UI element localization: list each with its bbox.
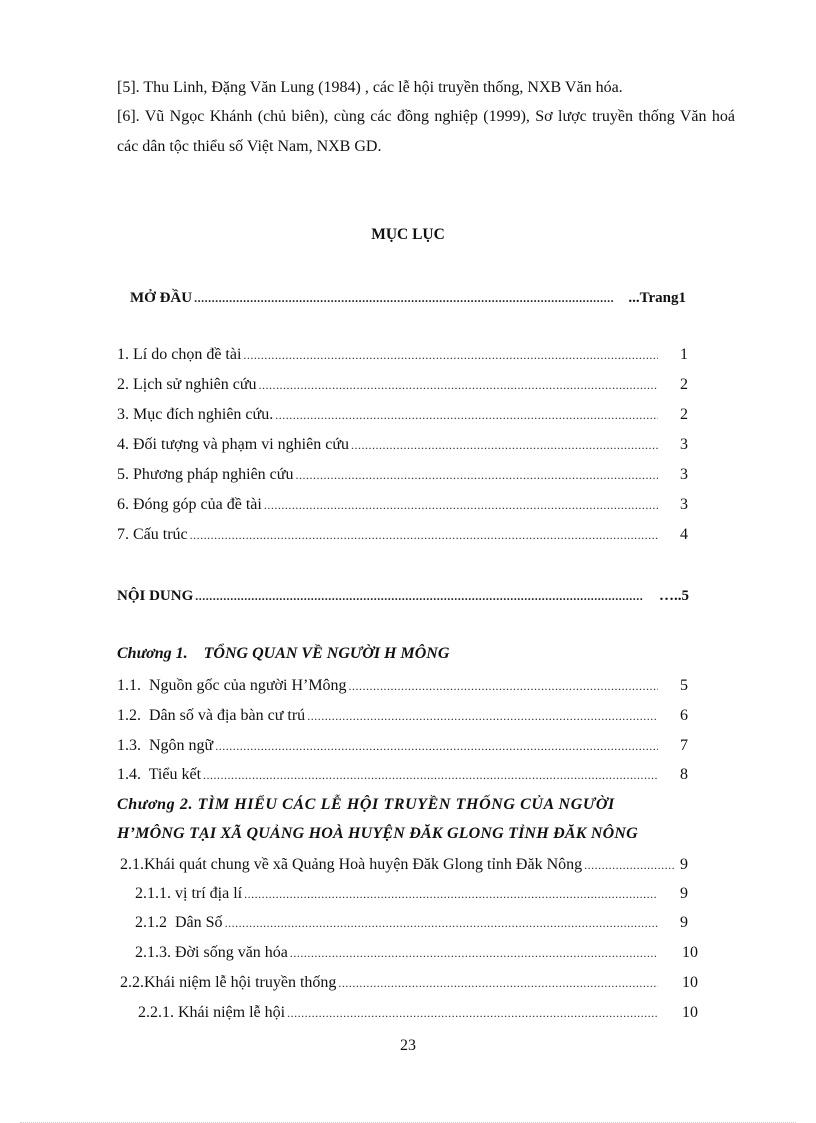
toc-entry: 2.1.2 Dân Số ..... 9 [135,913,688,933]
toc-entry: 1. Lí do chọn đề tài ..... 1 [117,345,688,365]
toc-mo-dau [130,288,686,308]
chapter-2-title-line2: H’MÔNG TẠI XÃ QUẢNG HOÀ HUYỆN ĐĂK GLONG TỈNH ĐĂK NÔNG [117,825,638,842]
toc-entry: 2.1.3. Đời sống văn hóa ..... 10 [135,943,698,963]
toc-entry: 1.2. Dân số và địa bàn cư trú ..... 6 [117,706,688,726]
toc-entry: 1.3. Ngôn ngữ ..... 7 [117,736,688,756]
toc-entry: 6. Đóng góp của đề tài ..... 3 [117,495,688,515]
toc-entry: 2. Lịch sử nghiên cứu ..... 2 [117,375,688,395]
toc-noi-dung-page: …..5 [659,588,689,604]
toc-entry: 3. Mục đích nghiên cứu. ..... 2 [117,405,688,425]
leader-dots [194,288,614,308]
toc-entry: 2.1.Khái quát chung về xã Quảng Hoà huyện Đăk Glong tỉnh Đăk Nông ..... 9 [120,855,688,875]
reference-6: [6]. Vũ Ngọc Khánh (chủ biên), cùng các đồng nghiệp (1999), Sơ lược truyền thống Văn hoá các dân tộc thiểu số Việt Nam, NXB GD. [117,108,735,155]
toc-entry: 4. Đối tượng và phạm vi nghiên cứu ..... 3 [117,435,688,455]
toc-mo-dau-label: MỞ ĐẦU [130,290,193,306]
chapter-2-title-line1: Chương 2. TÌM HIỂU CÁC LỄ HỘI TRUYỀN THỐNG CỦA NGƯỜI [117,796,615,813]
toc-mo-dau-page: ...Trang1 [628,290,686,306]
toc-entry: 1.4. Tiểu kết ..... 8 [117,765,688,785]
toc-noi-dung [117,586,689,606]
toc-entry: 2.1.1. vị trí địa lí ..... 9 [135,884,688,904]
toc-entry: 7. Cấu trúc ..... 4 [117,525,688,545]
toc-entry: 1.1. Nguồn gốc của người H’Mông ..... 5 [117,676,688,696]
toc-entry: 2.2.1. Khái niệm lễ hội ..... 10 [138,1003,698,1023]
reference-5: [5]. Thu Linh, Đặng Văn Lung (1984) , các lễ hội truyền thống, NXB Văn hóa. [117,79,623,96]
toc-entry: 2.2.Khái niệm lễ hội truyền thống ..... 10 [120,973,698,993]
toc-noi-dung-label: NỘI DUNG [117,588,194,604]
toc-title: MỤC LỤC [371,226,445,243]
chapter-1-title: Chương 1. TỔNG QUAN VỀ NGƯỜI H MÔNG [117,645,450,662]
page-number: 23 [400,1037,416,1054]
toc-entry: 5. Phương pháp nghiên cứu ..... 3 [117,465,688,485]
